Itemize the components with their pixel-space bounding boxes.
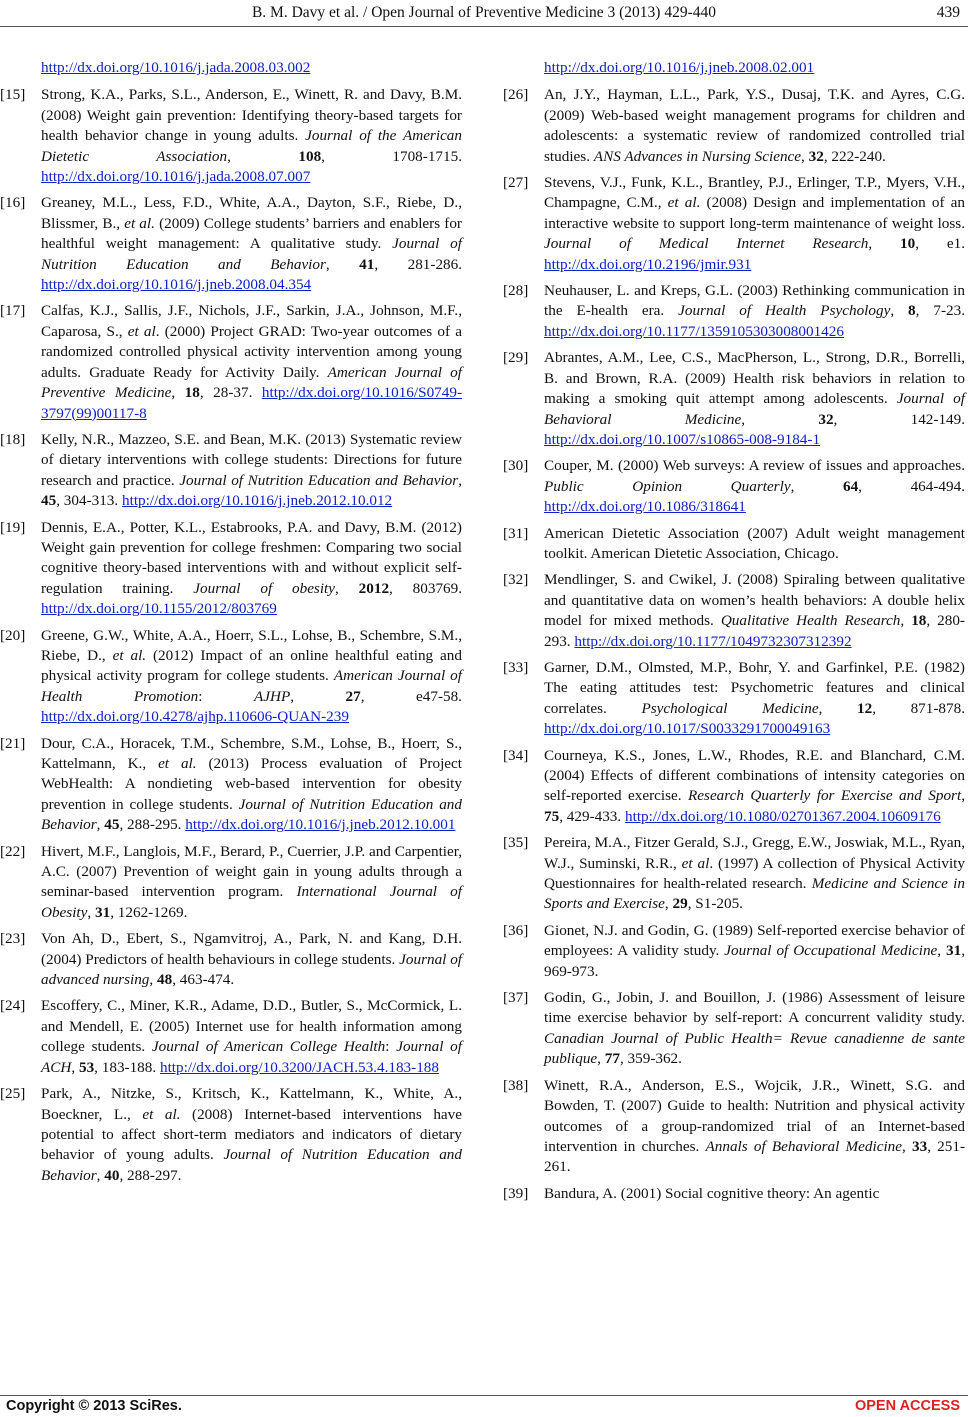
volume-number: 45 — [41, 492, 57, 510]
citation-text: Von Ah, D., Ebert, S., Ngamvitroj, A., Park, N. and Kang, D.H. (2004) Predictors of health behaviours in college students. — [41, 930, 462, 968]
journal-title: Canadian Journal of Public Health= Revue canadienne de sante publique — [544, 1029, 965, 1068]
page-footer — [0, 1398, 968, 1416]
journal-title: Journal of American College Health — [151, 1038, 386, 1056]
reference-entry — [503, 1184, 965, 1204]
reference-entry — [503, 570, 965, 652]
citation-text: , — [818, 699, 857, 717]
journal-title: Journal of Nutrition Education and Behavior — [41, 235, 462, 273]
journal-title: American Journal of Preventive Medicine — [41, 363, 462, 402]
citation-text: Strong, K.A., Parks, S.L., Anderson, E., Winett, R. and Davy, B.M. (2008) Weight gain prevention: Identifying theory-based targets for health behavior change in young adults. — [41, 86, 462, 145]
citation-text: , — [868, 235, 901, 253]
journal-title: Journal of Nutrition Education and Behavior — [41, 1146, 462, 1184]
reference-number: [28] — [503, 282, 529, 300]
reference-number: [20] — [0, 626, 26, 644]
citation-text: Bandura, A. (2001) Social cognitive theory: An agentic — [544, 1184, 880, 1202]
reference-text — [544, 456, 965, 517]
reference-entry — [503, 746, 965, 828]
doi-link[interactable]: http://dx.doi.org/10.1086/318641 — [544, 498, 746, 516]
reference-number: [15] — [0, 86, 26, 104]
reference-text — [544, 988, 965, 1070]
reference-entry — [503, 281, 965, 342]
continuation-link-left — [0, 58, 462, 78]
citation-text: Kelly, N.R., Mazzeo, S.E. and Bean, M.K. (2013) Systematic review of dietary interventions with college students: Directions for future research and practice. — [41, 430, 462, 489]
journal-title: et al — [681, 854, 710, 872]
citation-text: , — [900, 612, 912, 630]
continuation-link-right — [503, 58, 965, 78]
citation-text: Escoffery, C., Miner, K.R., Adame, D.D., Butler, S., McCormick, L. and Mendell, E. (2005) Internet use for health information among college students. — [41, 997, 462, 1056]
citation-text: , 183-188. — [94, 1058, 160, 1076]
citation-text: , — [171, 384, 185, 402]
volume-number: 31 — [95, 903, 111, 921]
reference-text — [544, 281, 965, 342]
journal-title: Journal of advanced nursing — [41, 950, 463, 989]
citation-text: Dour, C.A., Horacek, T.M., Schembre, S.M., Lohse, B., Hoerr, S., Kattelmann, K., — [41, 734, 462, 772]
citation-text: Stevens, V.J., Funk, K.L., Brantley, P.J., Erlinger, T.P., Myers, V.H., Champagne, C.M., — [544, 174, 965, 212]
reference-entry — [503, 85, 965, 167]
reference-text — [544, 173, 965, 275]
reference-number: [26] — [503, 86, 529, 104]
reference-number: [36] — [503, 921, 529, 939]
reference-entry — [0, 518, 462, 620]
volume-number: 64 — [842, 477, 859, 495]
reference-entry — [503, 1076, 965, 1178]
journal-title: Journal of the American Dietetic Association — [41, 127, 462, 165]
citation-text: Courneya, K.S., Jones, L.W., Rhodes, R.E. and Blanchard, C.M. (2004) Effects of different combinations of intensity categories on self-reported exercise. — [544, 746, 965, 805]
citation-text: Hivert, M.F., Langlois, M.F., Berard, P., Cuerrier, J.P. and Carpentier, A.C. (2007) Prevention of weight gain in young adults through a seminar-based intervention program. — [41, 842, 462, 901]
citation-text: Winett, R.A., Anderson, E.S., Wojcik, J.R., Winett, S.G. and Bowden, T. (2007) Guide to health: Nutrition and physical activity outcomes of a group-randomized trial of an Internet-based intervention in churches. — [544, 1076, 965, 1155]
citation-text: , 7-23. — [915, 302, 966, 320]
journal-title: Qualitative Health Research — [720, 612, 901, 630]
journal-title: et al. — [124, 214, 155, 232]
doi-link[interactable]: http://dx.doi.org/10.1016/j.jada.2008.03.002 — [41, 59, 311, 76]
doi-link[interactable]: http://dx.doi.org/10.1177/1049732307312392 — [574, 632, 852, 650]
citation-text: , e47-58. — [360, 687, 462, 705]
reference-text — [544, 85, 965, 167]
reference-number: [35] — [503, 834, 529, 852]
reference-text — [41, 518, 462, 620]
journal-title: et al. — [112, 646, 147, 664]
volume-number: 12 — [857, 699, 873, 717]
citation-text: , 969-973. — [544, 942, 966, 980]
reference-entry — [0, 996, 462, 1078]
volume-number: 53 — [78, 1058, 95, 1076]
citation-text: (2008) Internet-based interventions have potential to affect short-term mediators and indicators of dietary behavior of young adults. — [41, 1105, 462, 1164]
reference-text — [544, 1076, 965, 1178]
doi-link[interactable]: http://dx.doi.org/10.1017/S0033291700049163 — [544, 720, 831, 738]
citation-text: , — [325, 255, 360, 273]
reference-number: [38] — [503, 1076, 529, 1094]
journal-title: AJHP — [253, 687, 291, 705]
reference-number: [16] — [0, 194, 26, 212]
reference-number: [31] — [503, 524, 529, 542]
doi-link[interactable]: http://dx.doi.org/10.1016/S0749-3797(99)00117-8 — [41, 384, 462, 422]
reference-text — [41, 996, 462, 1078]
running-head — [0, 4, 968, 22]
doi-link[interactable]: http://dx.doi.org/10.2196/jmir.931 — [544, 255, 752, 273]
citation-text: , 281-286. — [374, 255, 463, 273]
citation-text: , — [290, 687, 346, 705]
citation-text: : — [198, 687, 254, 705]
volume-number: 2012 — [358, 579, 390, 597]
reference-entry — [0, 430, 462, 512]
citation-text: An, J.Y., Hayman, L.L., Park, Y.S., Dusaj, T.K. and Ayres, C.G. (2009) Web-based weight management programs for children and adolescents: a systematic review of randomized controlled trial studies. — [544, 86, 965, 165]
reference-number: [18] — [0, 430, 26, 448]
citation-text: , — [96, 816, 105, 834]
citation-text: , 803769. — [389, 579, 463, 597]
reference-number: [29] — [503, 349, 529, 367]
journal-title: Journal of Medical Internet Research — [544, 235, 869, 253]
volume-number: 40 — [104, 1166, 120, 1184]
volume-number: 45 — [104, 816, 120, 834]
volume-number: 18 — [184, 384, 200, 402]
volume-number: 29 — [672, 895, 688, 913]
volume-number: 108 — [298, 147, 322, 165]
journal-title: Journal of Behavioral Medicine — [544, 390, 965, 428]
reference-text — [41, 193, 462, 295]
reference-entry — [503, 658, 965, 740]
reference-number: [19] — [0, 518, 26, 536]
volume-number: 10 — [900, 235, 916, 253]
journal-title: Journal of Nutrition Education and Behavior — [179, 471, 459, 489]
citation-text: , — [458, 471, 462, 489]
citation-text: Godin, G., Jobin, J. and Bouillon, J. (1986) Assessment of leisure time exercise behavior by self-report: A concurrent validity study. — [544, 989, 965, 1027]
journal-title: Medicine and Science in Sports and Exercise — [544, 875, 965, 913]
citation-text: , 288-295. — [119, 816, 186, 834]
reference-text — [41, 1084, 462, 1186]
reference-text — [41, 85, 462, 187]
reference-text — [544, 658, 965, 740]
reference-entry — [503, 833, 965, 915]
citation-text: (2012) Impact of an online healthful eating and physical activity program for college students. — [41, 646, 462, 685]
journal-title: International Journal of Obesity — [41, 883, 462, 921]
citation-text: . (2000) Project GRAD: Two-year outcomes of a randomized controlled physical activity intervention among young adults. Graduate Ready for Activity Daily. — [41, 322, 462, 381]
citation-text: (2008) Design and implementation of an interactive website to support long-term maintenance of weight loss. — [544, 194, 965, 232]
citation-text: , — [71, 1058, 79, 1076]
citation-text: , 280-293. — [544, 612, 965, 650]
citation-text: Park, A., Nitzke, S., Kritsch, K., Kattelmann, K., White, A., Boeckner, L., — [41, 1085, 462, 1123]
reference-entry — [0, 301, 462, 423]
doi-link[interactable]: http://dx.doi.org/10.1016/j.jneb.2008.04.354 — [41, 276, 312, 294]
citation-text: , 251-261. — [544, 1137, 965, 1176]
citation-text: , — [961, 787, 965, 805]
volume-number: 27 — [345, 687, 361, 705]
reference-entry — [0, 626, 462, 728]
doi-link[interactable]: http://dx.doi.org/10.1155/2012/803769 — [41, 600, 277, 618]
volume-number: 32 — [818, 410, 834, 428]
reference-entry — [0, 85, 462, 187]
reference-entry — [0, 1084, 462, 1186]
doi-link[interactable]: http://dx.doi.org/10.3200/JACH.53.4.183-188 — [159, 1058, 439, 1076]
journal-title: Psychological Medicine — [641, 699, 819, 717]
doi-link[interactable]: http://dx.doi.org/10.1016/j.jneb.2008.02.001 — [544, 59, 815, 76]
reference-list-left — [0, 85, 462, 1186]
citation-text: , 28-37. — [199, 384, 262, 402]
reference-text — [544, 833, 965, 915]
journal-title: Journal of Health Psychology — [678, 302, 891, 320]
citation-text: , 464-494. — [858, 477, 966, 495]
reference-number: [27] — [503, 174, 529, 192]
journal-title: Journal of Occupational Medicine — [724, 942, 938, 960]
citation-text: . (1997) A collection of Physical Activity Questionnaires for health-related research. — [544, 854, 965, 893]
journal-title: Public Opinion Quarterly — [544, 477, 791, 495]
reference-entry — [0, 193, 462, 295]
citation-text: , — [801, 147, 809, 165]
reference-number: [22] — [0, 842, 26, 860]
citation-text: Garner, D.M., Olmsted, M.P., Bohr, Y. and Garfinkel, P.E. (1982) The eating attitudes test: Psychometric features and clinical correlates. — [544, 658, 965, 717]
reference-text — [41, 301, 462, 423]
reference-text — [41, 734, 462, 836]
citation-text: Greene, G.W., White, A.A., Hoerr, S.L., Lohse, B., Schembre, S.M., Riebe, D., — [41, 626, 462, 664]
reference-number: [23] — [0, 930, 26, 948]
citation-text: , 1262-1269. — [110, 903, 188, 921]
journal-title: Journal of Nutrition Education and Behavior — [41, 795, 462, 834]
citation-text: , — [227, 147, 299, 165]
citation-text: Pereira, M.A., Fitzer Gerald, S.J., Gregg, E.W., Joswiak, M.L., Ryan, W.J., Suminski, R.R., — [544, 834, 965, 872]
reference-number: [17] — [0, 302, 26, 320]
doi-link[interactable]: http://dx.doi.org/10.1016/j.jada.2008.07.007 — [41, 168, 311, 186]
volume-number: 75 — [544, 807, 560, 825]
doi-link[interactable]: http://dx.doi.org/10.1080/02701367.2004.10609176 — [625, 807, 941, 825]
citation-text: , 1708-1715. — [321, 147, 463, 165]
journal-title: Research Quarterly for Exercise and Sport — [688, 787, 962, 805]
reference-number: [34] — [503, 746, 529, 764]
citation-text: , 359-362. — [619, 1050, 682, 1068]
citation-text: , 463-474. — [172, 971, 235, 989]
journal-title: et al. — [158, 755, 197, 772]
reference-entry — [0, 734, 462, 836]
reference-text — [41, 626, 462, 728]
running-title: B. M. Davy et al. / Open Journal of Preventive Medicine 3 (2013) 429-440 — [251, 4, 717, 21]
reference-text — [544, 1184, 965, 1204]
reference-text — [544, 921, 965, 982]
journal-title: et al — [127, 322, 156, 340]
reference-number: [21] — [0, 734, 26, 752]
reference-text — [41, 430, 462, 512]
right-column — [503, 58, 965, 1210]
citation-text: , — [335, 579, 359, 597]
volume-number: 32 — [808, 147, 824, 165]
page-number: 439 — [936, 4, 960, 21]
citation-text: Neuhauser, L. and Kreps, G.L. (2003) Rethinking communication in the E-health era. — [544, 282, 965, 320]
reference-entry — [503, 456, 965, 517]
footer-rule — [0, 1395, 968, 1396]
volume-number: 8 — [908, 302, 916, 320]
citation-text: , — [937, 942, 947, 960]
citation-text: , 222-240. — [823, 147, 886, 165]
citation-text: , — [902, 1137, 912, 1155]
reference-list-right — [503, 85, 965, 1204]
citation-text: , 288-297. — [119, 1166, 182, 1184]
citation-text: (2009) College students’ barriers and enablers for healthful weight management: A qualitative study. — [41, 214, 462, 253]
citation-text: , e1. — [915, 235, 966, 253]
header-rule — [0, 26, 968, 27]
reference-number: [32] — [503, 571, 529, 589]
citation-text: Couper, M. (2000) Web surveys: A review of issues and approaches. — [544, 457, 965, 475]
doi-link[interactable]: http://dx.doi.org/10.1007/s10865-008-9184-1 — [544, 430, 821, 448]
citation-text: American Dietetic Association (2007) Adult weight management toolkit. American Dietetic Association, Chicago. — [544, 524, 965, 562]
doi-link[interactable]: http://dx.doi.org/10.1016/j.jneb.2012.10.001 — [185, 816, 456, 834]
reference-entry — [503, 173, 965, 275]
reference-entry — [503, 348, 965, 450]
reference-number: [25] — [0, 1085, 26, 1103]
volume-number: 31 — [946, 942, 962, 960]
citation-text: Gionet, N.J. and Godin, G. (1989) Self-reported exercise behavior of employees: A validity study. — [544, 921, 965, 960]
citation-text: Greaney, M.L., Less, F.D., White, A.A., Dayton, S.F., Riebe, D., Blissmer, B., — [41, 194, 462, 232]
citation-text: , — [87, 903, 95, 921]
reference-entry — [503, 988, 965, 1070]
citation-text: , — [149, 971, 157, 989]
volume-number: 77 — [604, 1050, 620, 1068]
journal-title: et al. — [142, 1105, 181, 1123]
left-column — [0, 58, 462, 1192]
doi-link[interactable]: http://dx.doi.org/10.4278/ajhp.110606-QUAN-239 — [41, 708, 349, 726]
citation-text: , 142-149. — [833, 410, 966, 428]
volume-number: 18 — [911, 612, 927, 630]
citation-text: , — [890, 302, 909, 320]
journal-title: American Journal of Health Promotion — [41, 667, 462, 705]
citation-text: Calfas, K.J., Sallis, J.F., Nichols, J.F., Sarkin, J.A., Johnson, M.F., Caparosa, S., — [41, 302, 462, 340]
citation-text: , — [790, 477, 843, 495]
journal-title: Journal of ACH — [41, 1038, 462, 1076]
doi-link[interactable]: http://dx.doi.org/10.1177/1359105303008001426 — [544, 322, 844, 340]
reference-entry — [0, 929, 462, 990]
reference-entry — [503, 921, 965, 982]
citation-text: Dennis, E.A., Potter, K.L., Estabrooks, P.A. and Davy, B.M. (2012) Weight gain prevention for college freshmen: Comparing two social cognitive theory-based interventions with and without explicit self-regulation training. — [41, 518, 462, 597]
reference-text — [544, 570, 965, 652]
citation-text: Abrantes, A.M., Lee, C.S., MacPherson, L., Strong, D.R., Borrelli, B. and Brown, R.A. (2009) Health risk behaviors in relation to making a smoking quit attempt among adolescents. — [544, 349, 965, 408]
citation-text: , — [96, 1166, 105, 1184]
reference-number: [33] — [503, 658, 529, 676]
journal-title: Annals of Behavioral Medicine — [705, 1137, 903, 1155]
journal-title: et al. — [667, 194, 701, 212]
copyright-notice: Copyright © 2013 SciRes. — [6, 1398, 182, 1414]
reference-text — [544, 746, 965, 828]
reference-text — [544, 524, 965, 565]
reference-number: [39] — [503, 1184, 529, 1202]
volume-number: 48 — [157, 971, 173, 989]
citation-text: , 871-878. — [872, 699, 966, 717]
volume-number: 33 — [912, 1137, 928, 1155]
open-access-label: OPEN ACCESS — [854, 1398, 960, 1414]
citation-text: Mendlinger, S. and Cwikel, J. (2008) Spiraling between qualitative and quantitative data on women’s health behaviors: A double helix model for mixed methods. — [544, 571, 965, 630]
doi-link[interactable]: http://dx.doi.org/10.1016/j.jneb.2012.10.012 — [122, 492, 393, 510]
citation-text: , 429-433. — [559, 807, 625, 825]
journal-title: ANS Advances in Nursing Science — [593, 147, 802, 165]
citation-text: , 304-313. — [56, 492, 122, 510]
reference-entry — [503, 524, 965, 565]
citation-text: (2013) Process evaluation of Project WebHealth: A nondieting web-based intervention for obesity prevention in college students. — [41, 755, 462, 813]
reference-text — [544, 348, 965, 450]
journal-title: Journal of obesity — [193, 579, 336, 597]
citation-text: , — [741, 410, 819, 428]
volume-number: 41 — [359, 255, 375, 273]
reference-number: [30] — [503, 457, 529, 475]
reference-number: [37] — [503, 989, 529, 1007]
reference-text — [41, 842, 462, 924]
citation-text: , S1-205. — [687, 895, 743, 913]
reference-text — [41, 929, 462, 990]
citation-text: : — [385, 1038, 397, 1056]
reference-entry — [0, 842, 462, 924]
reference-number: [24] — [0, 997, 26, 1015]
citation-text: , — [597, 1050, 605, 1068]
citation-text: , — [664, 895, 673, 913]
